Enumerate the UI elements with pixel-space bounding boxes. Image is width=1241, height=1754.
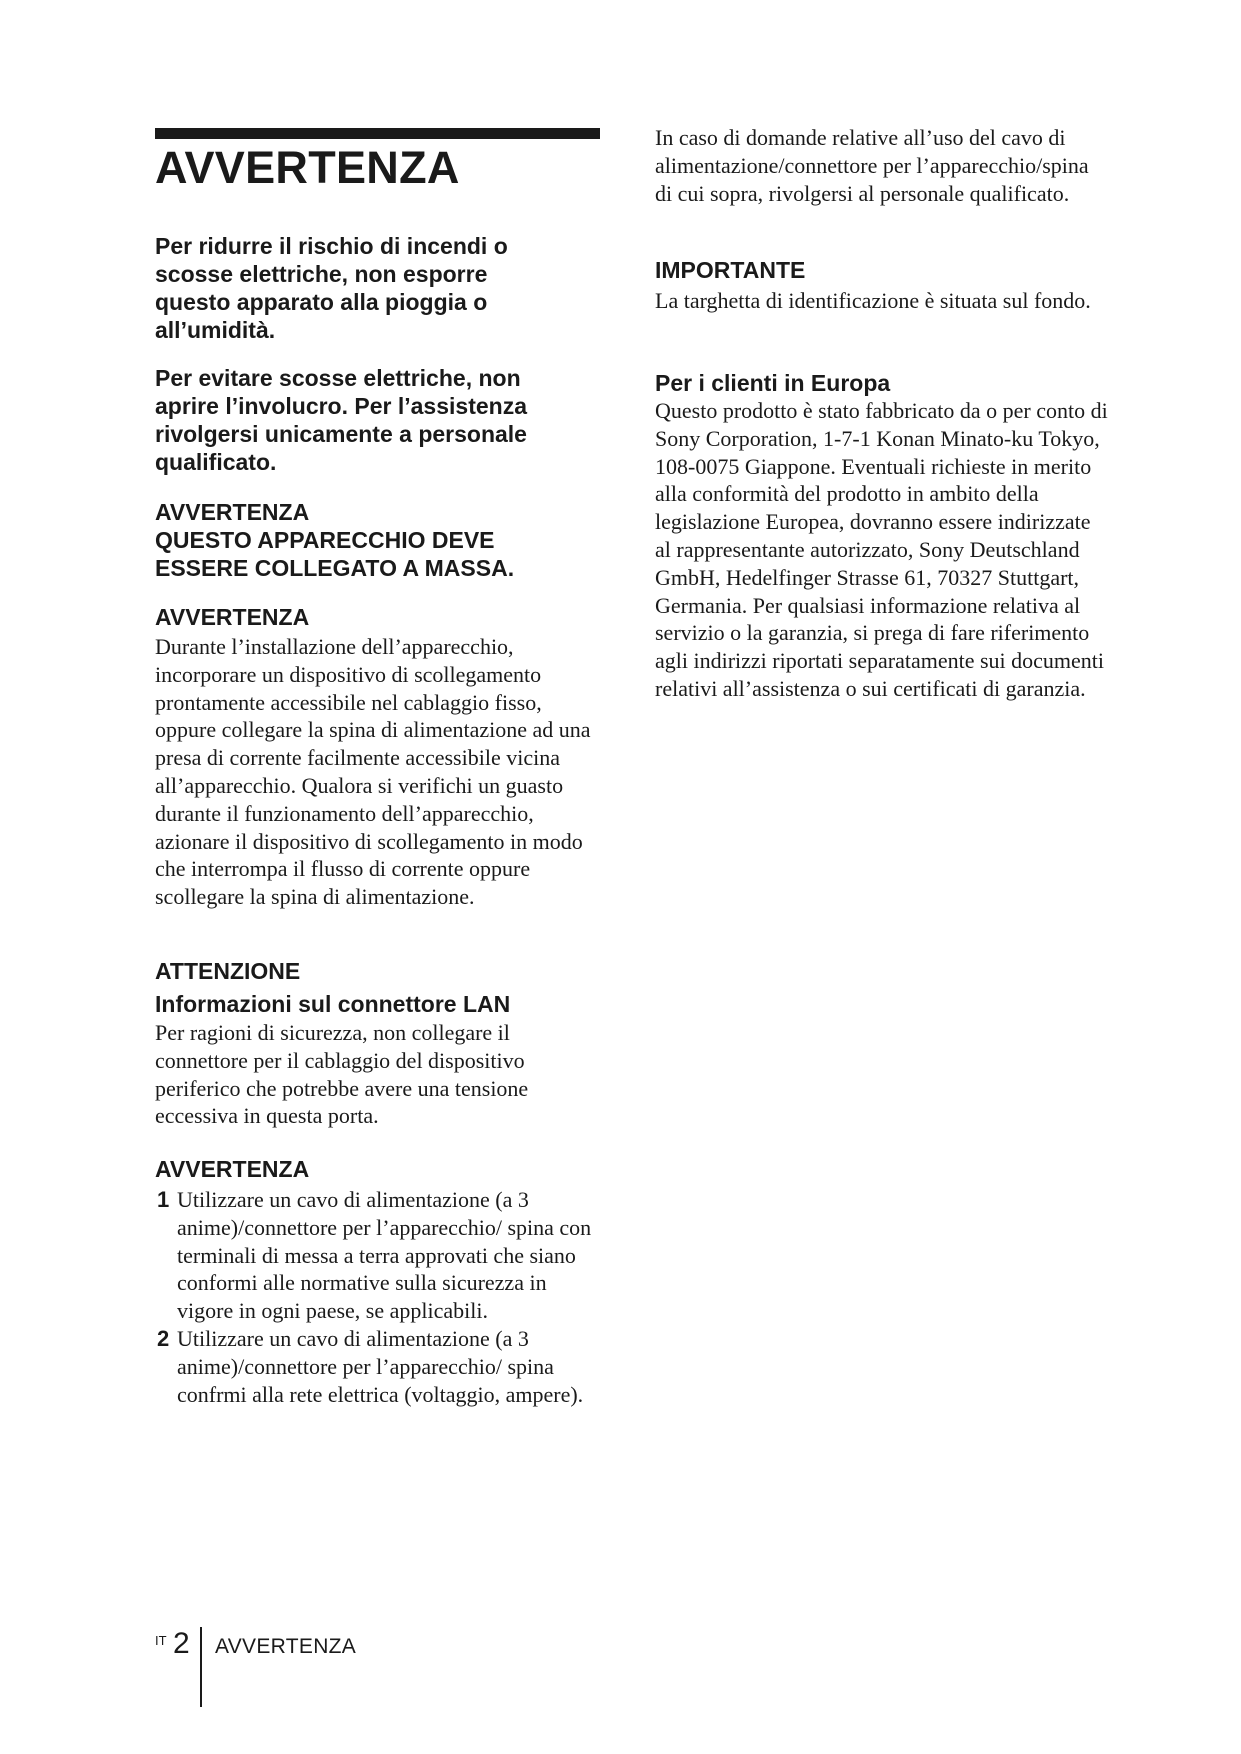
massa-text: QUESTO APPARECCHIO DEVE ESSERE COLLEGATO A MASSA. <box>155 527 515 581</box>
title-rule <box>155 128 600 139</box>
important-heading: IMPORTANTE <box>655 257 806 283</box>
important-body: La targhetta di identificazione è situata sul fondo. <box>655 288 1091 313</box>
power-cord-list <box>155 1186 603 1408</box>
section-lan <box>155 957 603 1130</box>
lan-heading: Informazioni sul connettore LAN <box>155 991 511 1017</box>
page-title: AVVERTENZA <box>155 142 460 193</box>
europe-body: Questo prodotto è stato fabbricato da o per conto di Sony Corporation, 1-7-1 Konan Minato-ku Tokyo, 108-0075 Giappone. Eventuali richieste in merito alla conformità del prodotto in ambito della legislazione Europea, dovranno essere indirizzate al rappresentante autorizzato, Sony Deutschland GmbH, Hedelfinger Strasse 61, 70327 Stuttgart, Germania. Per qualsiasi informazione relativa al servizio o la garanzia, si prega di fare riferimento agli indirizzi riportati separatamente sui documenti relativi all’assistenza o sui certificati di garanzia. <box>655 398 1108 701</box>
section-important <box>655 256 1105 315</box>
right-intro: In caso di domande relative all’uso del cavo di alimentazione/connettore per l’apparecchio/spina di cui sopra, rivolgersi al personale qualificato. <box>655 125 1089 206</box>
section-disconnect <box>155 603 603 911</box>
list-item-text: Utilizzare un cavo di alimentazione (a 3 anime)/connettore per l’apparecchio/ spina confrmi alla rete elettrica (voltaggio, ampere). <box>177 1325 584 1407</box>
footer-divider <box>200 1627 202 1707</box>
warning-fire-shock: Per ridurre il rischio di incendi o scosse elettriche, non esporre questo apparato alla pioggia o all’umidità. <box>155 233 508 343</box>
list-item <box>155 1186 603 1325</box>
warning-enclosure: Per evitare scosse elettriche, non aprire l’involucro. Per l’assistenza rivolgersi unicamente a personale qualificato. <box>155 365 527 475</box>
europe-heading: Per i clienti in Europa <box>655 370 891 396</box>
lan-body: Per ragioni di sicurezza, non collegare il connettore per il cablaggio del dispositivo periferico che potrebbe avere una tensione eccessiva in questa porta. <box>155 1020 529 1129</box>
list-item-number: 1 <box>157 1187 170 1212</box>
list-item <box>155 1325 603 1408</box>
footer-page-number: 2 <box>173 1627 190 1660</box>
footer-section-label: AVVERTENZA <box>215 1635 357 1658</box>
list-item-text: Utilizzare un cavo di alimentazione (a 3 anime)/connettore per l’apparecchio/ spina con terminali di messa a terra approvati che siano conformi alle normative sulla sicurezza in vigore in ogni paese, se applicabili. <box>177 1187 592 1324</box>
list-item-number: 2 <box>157 1325 170 1351</box>
massa-warning <box>155 498 595 582</box>
section-power-cord <box>155 1155 603 1408</box>
footer-language: IT <box>155 1633 167 1648</box>
massa-heading: AVVERTENZA <box>155 499 310 525</box>
attention-heading: ATTENZIONE <box>155 958 301 984</box>
section-disconnect-body: Durante l’installazione dell’apparecchio, incorporare un dispositivo di scollegamento prontamente accessibile nel cablaggio fisso, oppure collegare la spina di alimentazione ad una presa di corrente facilmente accessibile vicina all’apparecchio. Qualora si verifichi un guasto durante il funzionamento dell’apparecchio, azionare il dispositivo di scollegamento in modo che interrompa il flusso di corrente oppure scollegare la spina di alimentazione. <box>155 634 591 910</box>
section-disconnect-heading: AVVERTENZA <box>155 604 310 630</box>
section-europe <box>655 369 1110 703</box>
section-power-cord-heading: AVVERTENZA <box>155 1156 310 1182</box>
